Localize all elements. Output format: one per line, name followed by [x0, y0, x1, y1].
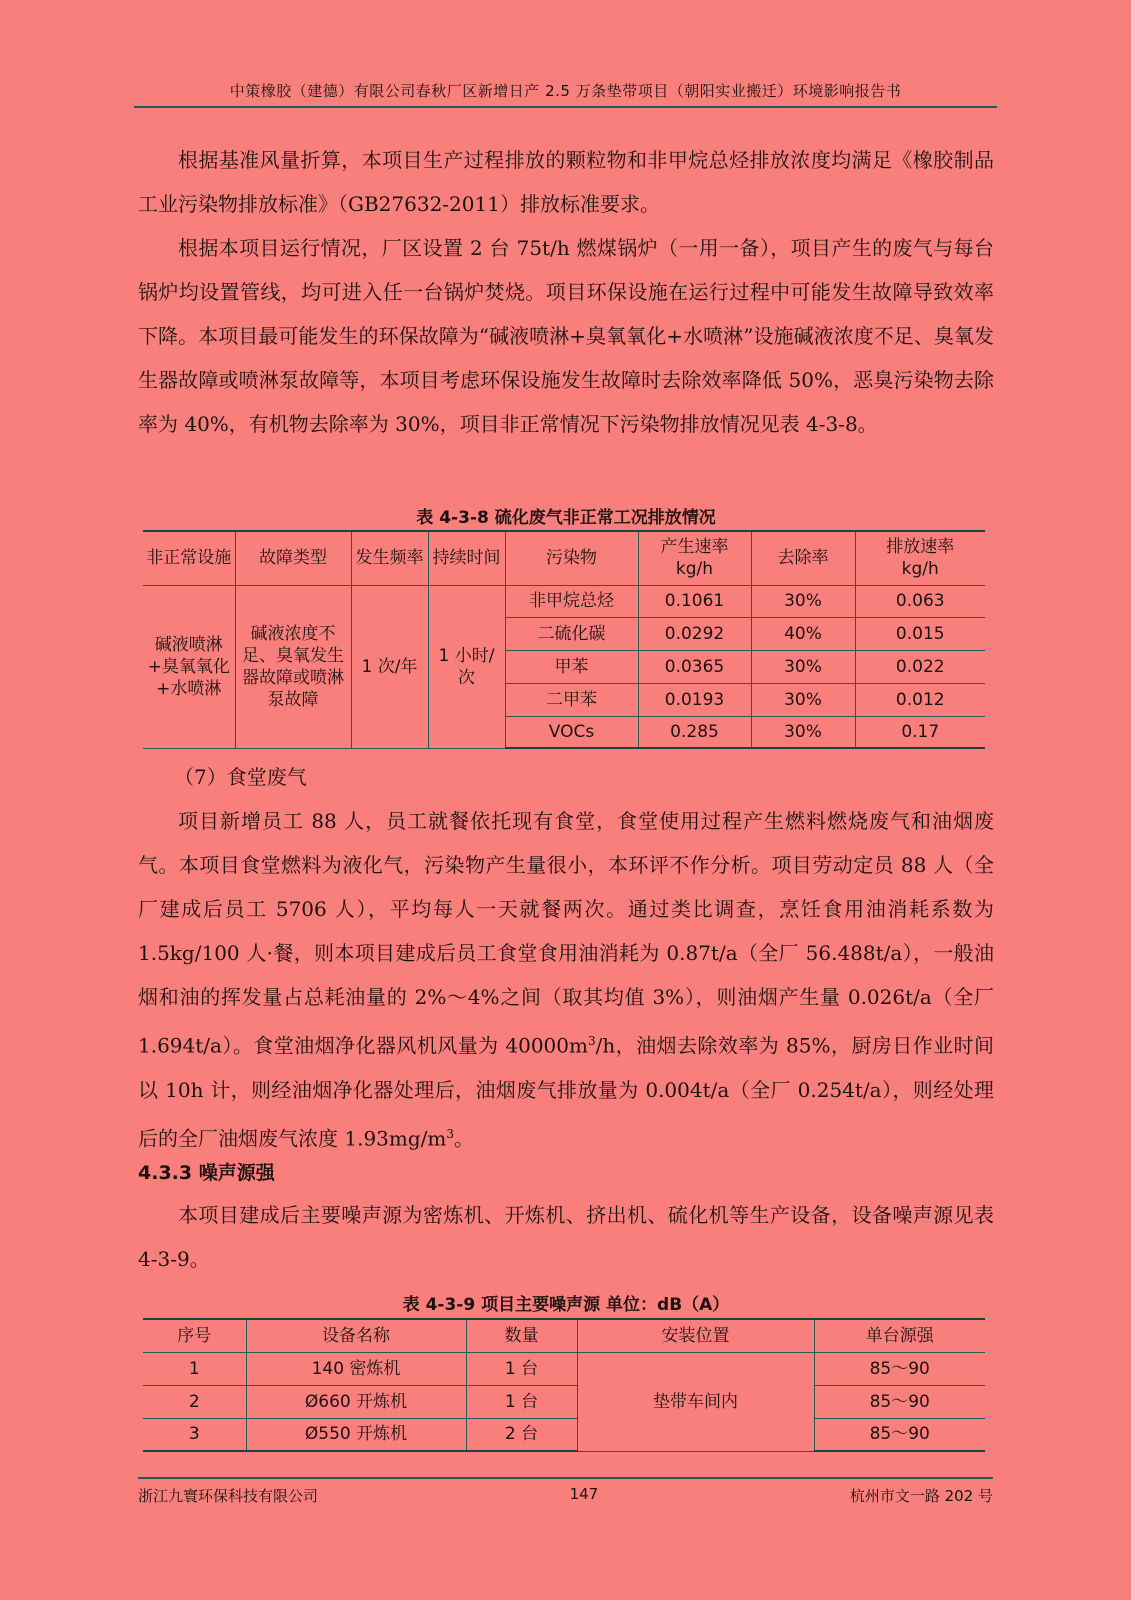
- removal-cell: 30%: [751, 683, 855, 716]
- col-no: 序号: [143, 1319, 246, 1352]
- emission-cell: 0.022: [855, 650, 985, 683]
- removal-cell: 30%: [751, 650, 855, 683]
- body-block-2: [138, 755, 994, 1160]
- page-footer: [138, 1477, 993, 1506]
- header-title: 中策橡胶（建德）有限公司春秋厂区新增日产 2.5 万条垫带项目（朝阳实业搬迁）环境影响报告书: [229, 82, 902, 100]
- level-cell: 85～90: [814, 1385, 985, 1418]
- table-row: [143, 1352, 985, 1385]
- qty-cell: 2 台: [466, 1418, 577, 1451]
- qty-cell: 1 台: [466, 1385, 577, 1418]
- frequency-cell: 1 次/年: [351, 585, 428, 748]
- qty-cell: 1 台: [466, 1352, 577, 1385]
- emission-cell: 0.012: [855, 683, 985, 716]
- facility-cell: 碱液喷淋+臭氧氧化+水喷淋: [143, 585, 235, 748]
- paragraph-standard: 根据基准风量折算，本项目生产过程排放的颗粒物和非甲烷总烃排放浓度均满足《橡胶制品工业污染物排放标准》（GB27632-2011）排放标准要求。: [138, 148, 994, 216]
- col-qty: 数量: [466, 1319, 577, 1352]
- col-duration: 持续时间: [428, 531, 505, 585]
- table-header-row: [143, 1319, 985, 1352]
- col-facility: 非正常设施: [143, 531, 235, 585]
- col-frequency: 发生频率: [351, 531, 428, 585]
- removal-cell: 40%: [751, 617, 855, 650]
- footer-address: 杭州市文一路 202 号: [849, 1487, 993, 1505]
- level-cell: 85～90: [814, 1352, 985, 1385]
- paragraph-noise: 本项目建成后主要噪声源为密炼机、开炼机、挤出机、硫化机等生产设备，设备噪声源见表 4-3-9。: [138, 1203, 994, 1271]
- removal-cell: 30%: [751, 585, 855, 617]
- pollutant-cell: 甲苯: [505, 650, 638, 683]
- emission-cell: 0.015: [855, 617, 985, 650]
- pollutant-cell: 非甲烷总烃: [505, 585, 638, 617]
- rate-cell: 0.0193: [638, 683, 751, 716]
- table1-caption: 表 4-3-8 硫化废气非正常工况排放情况: [416, 508, 716, 528]
- pollutant-cell: 二硫化碳: [505, 617, 638, 650]
- paragraph-boiler: 根据本项目运行情况，厂区设置 2 台 75t/h 燃煤锅炉（一用一备），项目产生的废气与每台锅炉均设置管线，均可进入任一台锅炉焚烧。项目环保设施在运行过程中可能发生故障导致效率下降。本项目最可能发生的环保故障为“碱液喷淋+臭氧氧化+水喷淋”设施碱液浓度不足、臭氧发生器故障或喷淋泵故障等，本项目考虑环保设施发生故障时去除效率降低 50%，恶臭污染物去除率为 40%，有机物去除率为 30%，项目非正常情况下污染物排放情况见表 4-3-8。: [138, 236, 994, 436]
- noise-source-table: [143, 1318, 985, 1452]
- fault-cell: 碱液浓度不足、臭氧发生器故障或喷淋泵故障: [235, 585, 351, 748]
- footer-company: 浙江九寰环保科技有限公司: [138, 1487, 319, 1505]
- no-cell: 2: [143, 1385, 246, 1418]
- no-cell: 3: [143, 1418, 246, 1451]
- abnormal-emission-table: [143, 530, 985, 749]
- removal-cell: 30%: [751, 716, 855, 748]
- duration-cell: 1 小时/次: [428, 585, 505, 748]
- rate-cell: 0.1061: [638, 585, 751, 617]
- name-cell: Ø660 开炼机: [246, 1385, 466, 1418]
- col-equipment: 设备名称: [246, 1319, 466, 1352]
- table2-caption: 表 4-3-9 项目主要噪声源 单位：dB（A）: [402, 1295, 730, 1315]
- col-fault: 故障类型: [235, 531, 351, 585]
- emission-cell: 0.17: [855, 716, 985, 748]
- col-emission: 排放速率 kg/h: [855, 531, 985, 585]
- subsection-canteen: （7）食堂废气: [174, 765, 307, 789]
- section-title: 4.3.3 噪声源强: [138, 1162, 275, 1184]
- col-location: 安装位置: [577, 1319, 814, 1352]
- body-block-3: [138, 1193, 994, 1281]
- rate-cell: 0.0292: [638, 617, 751, 650]
- table-row: [143, 585, 985, 617]
- pollutant-cell: VOCs: [505, 716, 638, 748]
- name-cell: 140 密炼机: [246, 1352, 466, 1385]
- rate-cell: 0.0365: [638, 650, 751, 683]
- paragraph-canteen: 项目新增员工 88 人，员工就餐依托现有食堂，食堂使用过程产生燃料燃烧废气和油烟废气。本项目食堂燃料为液化气，污染物产生量很小，本环评不作分析。项目劳动定员 88 人（全厂建成后员工 5706 人），平均每人一天就餐两次。通过类比调查，烹饪食用油消耗系数为 1.5kg/100 人·餐，则本项目建成后员工食堂食用油消耗为 0.87t/a（全厂 56.488t/a），一般油烟和油的挥发量占总耗油量的 2%～4%之间（取其均值 3%），则油烟产生量 0.026t/a（全厂 1.694t/a）。食堂油烟净化器风机风量为 $40000m^3/h$，油烟去除效率为 85%，厨房日作业时间以 10h 计，则经油烟净化器处理后，油烟废气排放量为 0.004t/a（全厂 0.254t/a），则经处理后的全厂油烟废气浓度 $1.93mg/m^3$。: [138, 809, 994, 1151]
- rate-cell: 0.285: [638, 716, 751, 748]
- no-cell: 1: [143, 1352, 246, 1385]
- col-removal: 去除率: [751, 531, 855, 585]
- page-number: 147: [569, 1485, 599, 1503]
- body-block-1: [138, 138, 994, 446]
- table-row: [143, 1418, 985, 1451]
- table-header-row: [143, 531, 985, 585]
- name-cell: Ø550 开炼机: [246, 1418, 466, 1451]
- level-cell: 85～90: [814, 1418, 985, 1451]
- col-rate: 产生速率 kg/h: [638, 531, 751, 585]
- col-pollutant: 污染物: [505, 531, 638, 585]
- table-row: [143, 1385, 985, 1418]
- page-header: [134, 80, 997, 108]
- pollutant-cell: 二甲苯: [505, 683, 638, 716]
- col-level: 单台源强: [814, 1319, 985, 1352]
- location-cell: 垫带车间内: [577, 1352, 814, 1451]
- emission-cell: 0.063: [855, 585, 985, 617]
